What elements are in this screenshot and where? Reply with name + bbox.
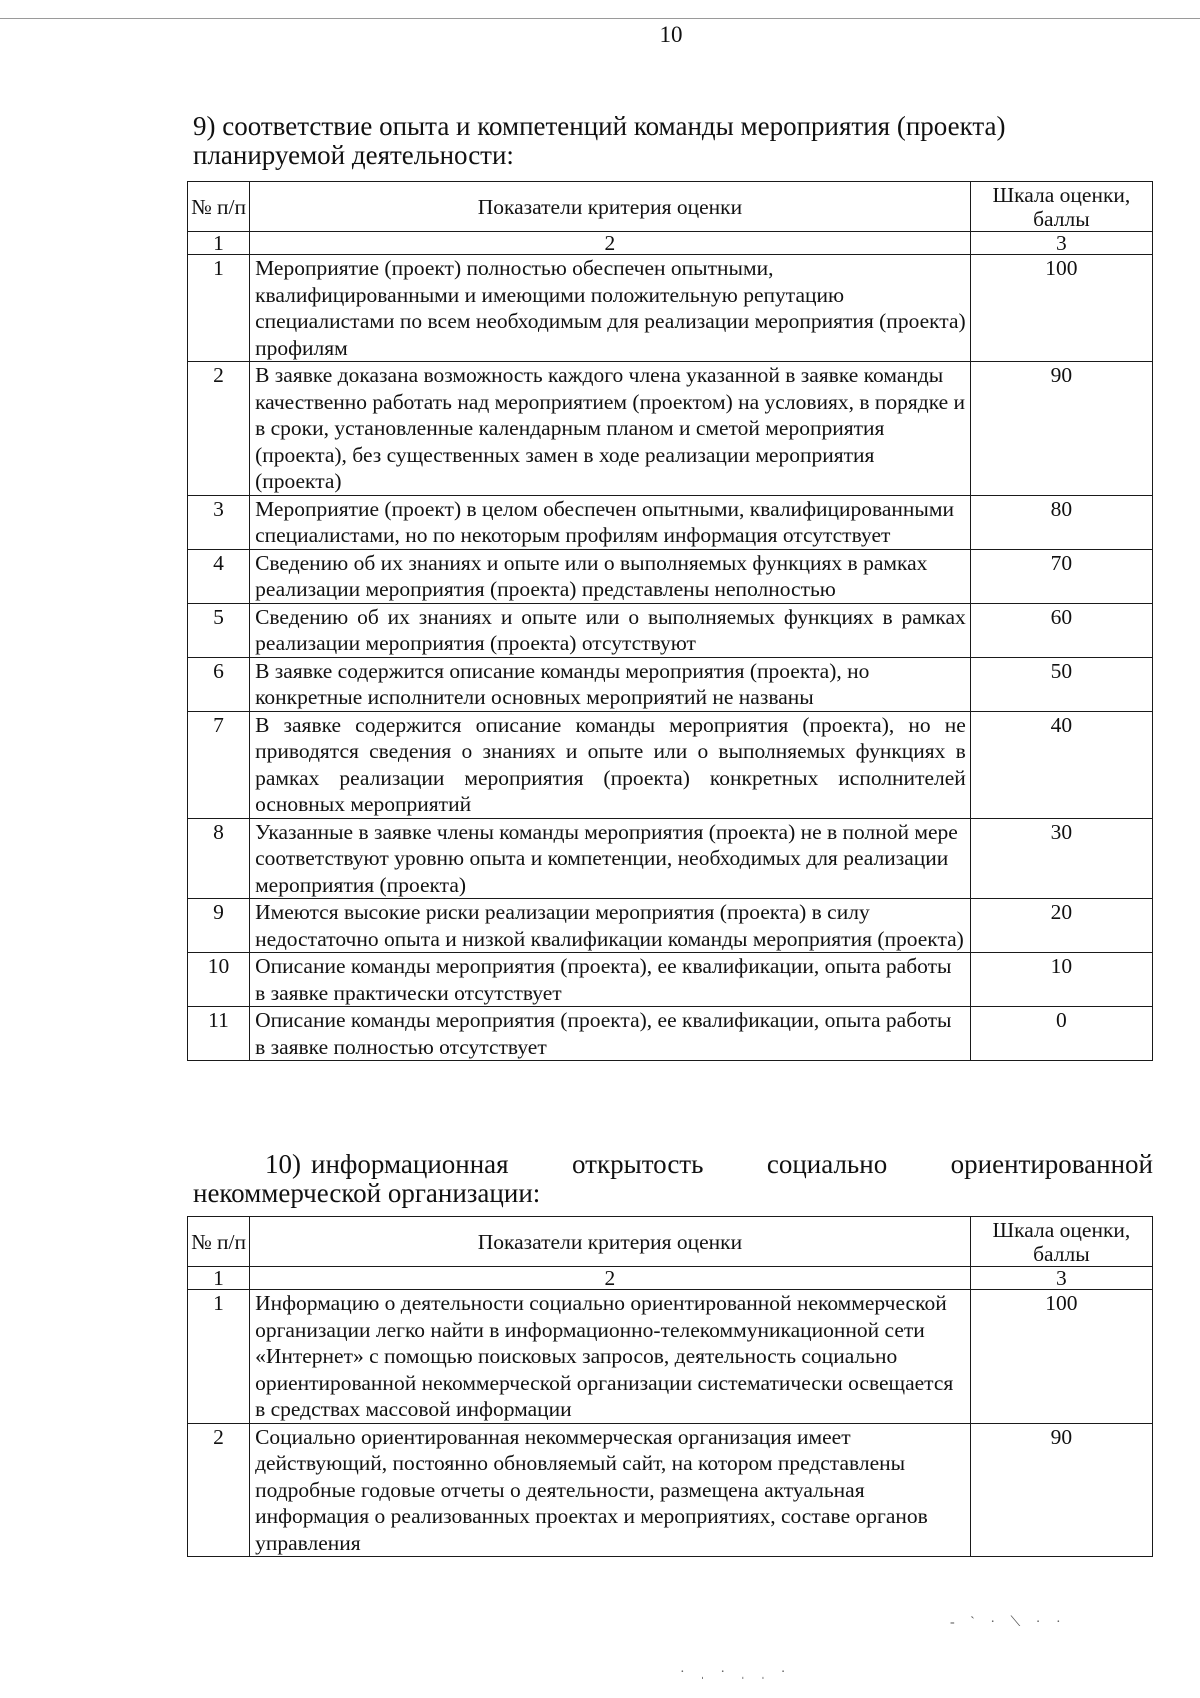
section-9-number: 9) [193, 111, 216, 141]
row-criterion: Имеются высокие риски реализации мероприятия (проекта) в силу недостаточно опыта и низкой квалификации команды мероприятия (проекта) [250, 899, 971, 953]
scan-noise: · ˌ · ˌ ˌ · [680, 1665, 792, 1680]
table-header-row [188, 182, 1153, 232]
row-score: 100 [970, 255, 1152, 362]
header-criteria: Показатели критерия оценки [250, 1217, 971, 1267]
index-cell: 2 [250, 1267, 971, 1290]
row-number: 11 [188, 1007, 250, 1061]
section-10-heading [193, 1150, 1153, 1208]
row-criterion: Сведению об их знаниях и опыте или о выполняемых функциях в рамках реализации мероприятия (проекта) представлены неполностью [250, 549, 971, 603]
header-number: № п/п [188, 1217, 250, 1267]
row-number: 8 [188, 818, 250, 899]
row-score: 0 [970, 1007, 1152, 1061]
row-criterion: В заявке доказана возможность каждого члена указанной в заявке команды качественно работать над мероприятием (проектом) на условиях, в порядке и в сроки, установленные календарным планом и сметой мероприятия (проекта), без существенных замен в ходе реализации мероприятия (проекта) [250, 362, 971, 496]
table-row [188, 549, 1153, 603]
criteria-table-9 [187, 181, 1153, 1061]
row-criterion: Описание команды мероприятия (проекта), ее квалификации, опыта работы в заявке полностью отсутствует [250, 1007, 971, 1061]
row-score: 30 [970, 818, 1152, 899]
row-score: 90 [970, 362, 1152, 496]
scan-noise: ‐ ˋ · ⟍ · · [950, 1615, 1067, 1630]
index-cell: 3 [970, 1267, 1152, 1290]
index-cell: 1 [188, 232, 250, 255]
row-score: 90 [970, 1423, 1152, 1557]
table-row [188, 711, 1153, 818]
table-row [188, 1290, 1153, 1424]
row-criterion: Сведению об их знаниях и опыте или о выполняемых функциях в рамках реализации мероприятия (проекта) отсутствуют [250, 603, 971, 657]
section-10-heading-line1 [193, 1150, 1153, 1179]
table-row [188, 1423, 1153, 1557]
header-score: Шкала оценки, баллы [970, 182, 1152, 232]
row-number: 3 [188, 495, 250, 549]
row-number: 5 [188, 603, 250, 657]
page-number: 10 [659, 22, 683, 47]
row-criterion: В заявке содержится описание команды мероприятия (проекта), но не приводятся сведения о знаниях и опыте или о выполняемых функциях в рамках реализации мероприятия (проекта) конкретных исполнителей основных мероприятий [250, 711, 971, 818]
table-row [188, 495, 1153, 549]
row-number: 1 [188, 1290, 250, 1424]
row-number: 2 [188, 362, 250, 496]
table-row [188, 603, 1153, 657]
row-score: 40 [970, 711, 1152, 818]
row-criterion: Мероприятие (проект) в целом обеспечен опытными, квалифицированными специалистами, но по некоторым профилям информация отсутствует [250, 495, 971, 549]
row-number: 10 [188, 953, 250, 1007]
row-criterion: Указанные в заявке члены команды мероприятия (проекта) не в полной мере соответствуют уровню опыта и компетенции, необходимых для реализации мероприятия (проекта) [250, 818, 971, 899]
table-row [188, 899, 1153, 953]
section-10-number: 10) [265, 1149, 301, 1179]
row-score: 20 [970, 899, 1152, 953]
header-criteria: Показатели критерия оценки [250, 182, 971, 232]
row-score: 80 [970, 495, 1152, 549]
section-9-heading-line1 [193, 112, 1153, 141]
row-criterion: Информацию о деятельности социально ориентированной некоммерческой организации легко найти в информационно-телекоммуникационной сети «Интернет» с помощью поисковых запросов, деятельность социально ориентированной некоммерческой организации систематически освещается в средствах массовой информации [250, 1290, 971, 1424]
index-cell: 1 [188, 1267, 250, 1290]
table-row [188, 818, 1153, 899]
row-number: 6 [188, 657, 250, 711]
section-9-heading-text: соответствие опыта и компетенций команды мероприятия (проекта) [222, 111, 1006, 141]
table-row [188, 1007, 1153, 1061]
row-number: 7 [188, 711, 250, 818]
table-row [188, 953, 1153, 1007]
index-cell: 3 [970, 232, 1152, 255]
criteria-table-10 [187, 1216, 1153, 1557]
section-9-heading-line2: планируемой деятельности: [193, 140, 514, 170]
header-score: Шкала оценки, баллы [970, 1217, 1152, 1267]
table-row [188, 362, 1153, 496]
row-criterion: Социально ориентированная некоммерческая организация имеет действующий, постоянно обновляемый сайт, на котором представлены подробные годовые отчеты о деятельности, размещена актуальная информация о реализованных проектах и мероприятиях, составе органов управления [250, 1423, 971, 1557]
row-score: 10 [970, 953, 1152, 1007]
row-score: 50 [970, 657, 1152, 711]
table-index-row [188, 1267, 1153, 1290]
row-number: 2 [188, 1423, 250, 1557]
row-score: 60 [970, 603, 1152, 657]
row-number: 1 [188, 255, 250, 362]
row-criterion: Мероприятие (проект) полностью обеспечен опытными, квалифицированными и имеющими положительную репутацию специалистами по всем необходимым для реализации мероприятия (проекта) профилям [250, 255, 971, 362]
scan-top-border [0, 18, 1200, 19]
section-9-heading [193, 112, 1153, 170]
table-row [188, 255, 1153, 362]
table-row [188, 657, 1153, 711]
table-index-row [188, 232, 1153, 255]
section-10-heading-line2: некоммерческой организации: [193, 1178, 541, 1208]
row-criterion: Описание команды мероприятия (проекта), ее квалификации, опыта работы в заявке практически отсутствует [250, 953, 971, 1007]
row-criterion: В заявке содержится описание команды мероприятия (проекта), но конкретные исполнители основных мероприятий не названы [250, 657, 971, 711]
index-cell: 2 [250, 232, 971, 255]
row-number: 4 [188, 549, 250, 603]
row-score: 70 [970, 549, 1152, 603]
row-score: 100 [970, 1290, 1152, 1424]
row-number: 9 [188, 899, 250, 953]
section-10-heading-text: информационная открытость социально ориентированной [311, 1149, 1153, 1179]
header-number: № п/п [188, 182, 250, 232]
table-header-row [188, 1217, 1153, 1267]
